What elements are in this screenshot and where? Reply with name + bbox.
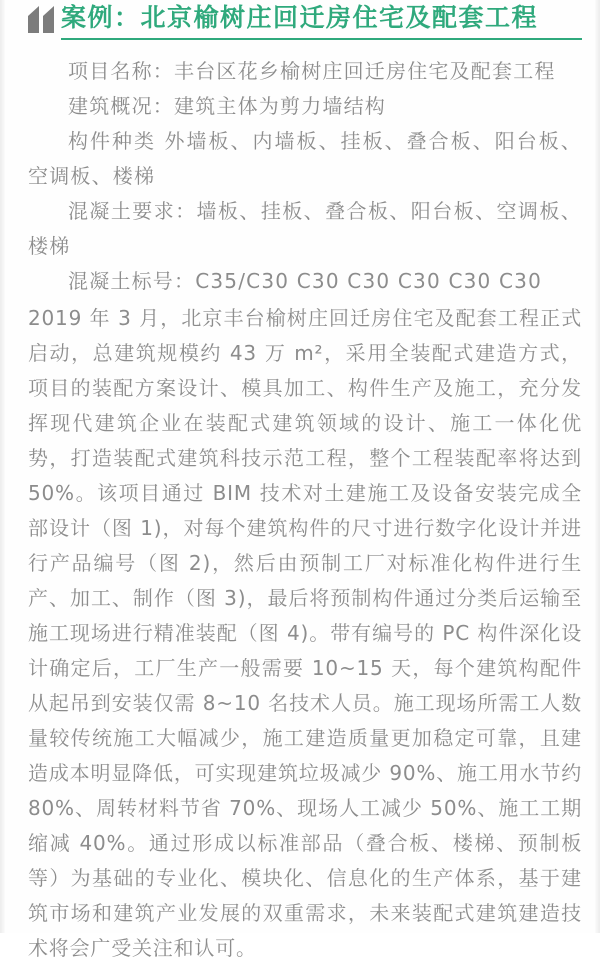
- info-line-concrete-grade: 混凝土标号：C35/C30 C30 C30 C30 C30 C30: [68, 269, 543, 293]
- info-line-building-profile: 建筑概况：建筑主体为剪力墙结构: [68, 94, 386, 118]
- info-line-project-name: 项目名称：丰台区花乡榆树庄回迁房住宅及配套工程: [68, 59, 556, 83]
- case-title-header: [28, 2, 582, 40]
- page-title: 案例：北京榆树庄回迁房住宅及配套工程: [61, 2, 582, 40]
- page-left-edge-shade: [0, 0, 5, 933]
- double-quote-icon: [28, 6, 55, 34]
- info-line-component-types: 构件种类 外墙板、内墙板、挂板、叠合板、阳台板、空调板、楼梯: [28, 129, 582, 188]
- article-body-paragraph: 2019 年 3 月，北京丰台榆树庄回迁房住宅及配套工程正式启动，总建筑规模约 43 万 m²，采用全装配式建造方式，项目的装配方案设计、模具加工、构件生产及施工，充分发挥现代建筑企业在装配式建筑领域的设计、施工一体化优势，打造装配式建筑科技示范工程，整个工程装配率将达到 50%。该项目通过 BIM 技术对土建施工及设备安装完成全部设计（图 1)，对每个建筑构件的尺寸进行数字化设计并进行产品编号（图 2)，然后由预制工厂对标准化构件进行生产、加工、制作（图 3)，最后将预制构件通过分类后运输至施工现场进行精准装配（图 4)。带有编号的 PC 构件深化设计确定后，工厂生产一般需要 10~15 天，每个建筑构配件从起吊到安装仅需 8~10 名技术人员。施工现场所需工人数量较传统施工大幅减少，施工建造质量更加稳定可靠，且建造成本明显降低，可实现建筑垃圾减少 90%、施工用水节约 80%、周转材料节省 70%、现场人工减少 50%、施工工期缩减 40%。通过形成以标准部品（叠合板、楼梯、预制板等）为基础的专业化、模块化、信息化的生产体系，基于建筑市场和建筑产业发展的双重需求，未来装配式建筑建造技术将会广受关注和认可。: [28, 306, 582, 960]
- page-right-edge-shade: [595, 0, 600, 933]
- project-info-block: [28, 54, 582, 299]
- info-line-concrete-req: 混凝土要求：墙板、挂板、叠合板、阳台板、空调板、楼梯: [28, 199, 582, 258]
